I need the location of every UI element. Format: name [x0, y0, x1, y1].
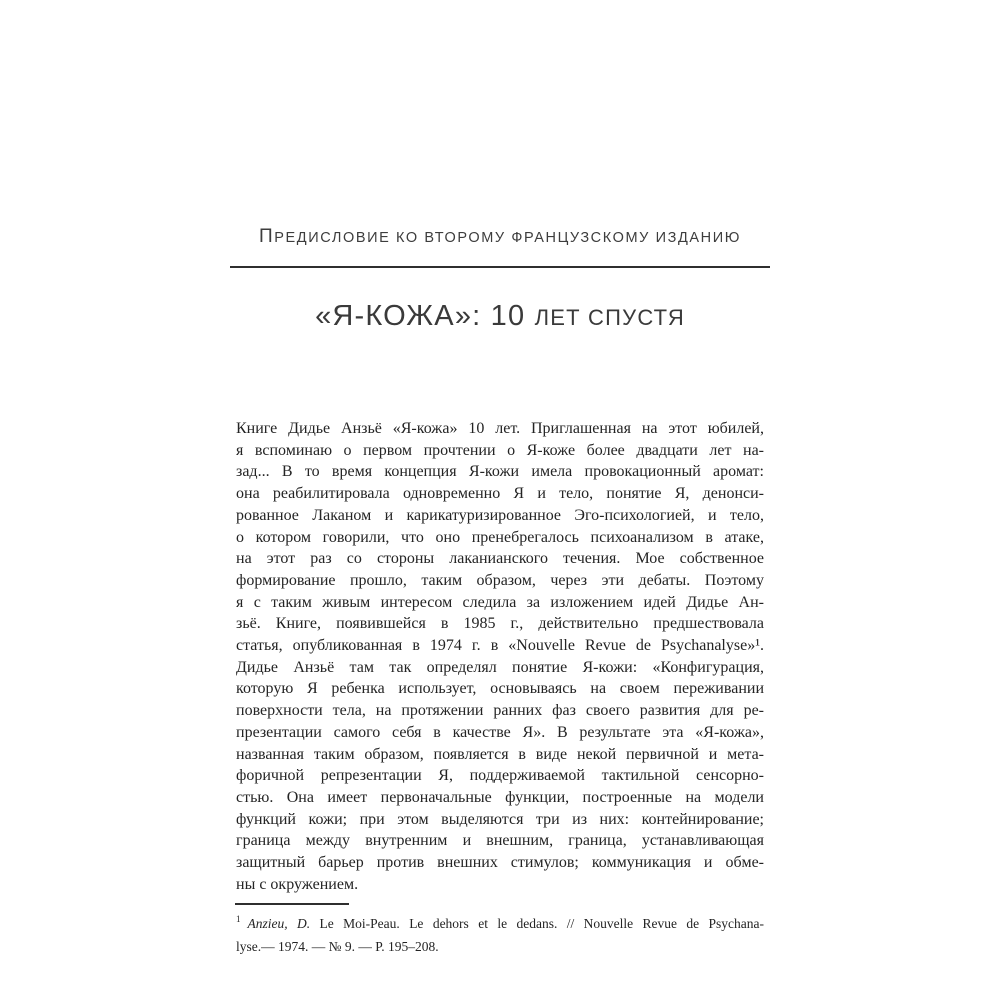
- footnote: [236, 908, 764, 958]
- footnote-line: [236, 908, 764, 936]
- chapter-title-main: «Я-КОЖА»: 10: [315, 300, 535, 332]
- body-line: Дидье Анзьё там так определял понятие Я-кожи: «Конфигурация,: [236, 658, 764, 676]
- body-line: она реабилитировала одновременно Я и тело, понятие Я, денонси-: [236, 485, 764, 503]
- chapter-title-sub: ЛЕТ СПУСТЯ: [534, 305, 685, 330]
- body-line: презентации самого себя в качестве Я». В результате эта «Я-кожа»,: [236, 723, 764, 741]
- body-line: рованное Лаканом и карикатуризированное Эго-психологией, и тело,: [236, 506, 764, 524]
- body-line: стью. Она имеет первоначальные функции, построенные на модели: [236, 788, 764, 806]
- body-line: граница между внутренним и внешним, граница, устанавливающая: [236, 832, 764, 850]
- body-line: о котором говорили, что оно пренебрегалось психоанализом в атаке,: [236, 528, 764, 546]
- body-line: названная таким образом, появляется в виде некой первичной и мета-: [236, 745, 764, 763]
- body-line: статья, опубликованная в 1974 г. в «Nouvelle Revue de Psychanalyse»¹.: [236, 637, 764, 655]
- body-line: зьё. Книге, появившейся в 1985 г., действительно предшествовала: [236, 615, 764, 633]
- body-line: я с таким живым интересом следила за изложением идей Дидье Ан-: [236, 593, 764, 611]
- running-header: [236, 226, 764, 248]
- body-paragraph: [236, 418, 764, 895]
- body-line: функций кожи; при этом выделяются три из них: контейнирование;: [236, 810, 764, 828]
- body-line: защитный барьер против внешних стимулов; коммуникация и обме-: [236, 854, 764, 872]
- body-line: формирование прошло, таким образом, через эти дебаты. Поэтому: [236, 571, 764, 589]
- running-header-text: РЕДИСЛОВИЕ КО ВТОРОМУ ФРАНЦУЗСКОМУ ИЗДАНИЮ: [274, 230, 741, 246]
- body-line: форичной репрезентации Я, поддерживаемой тактильной сенсорно-: [236, 767, 764, 785]
- body-line: на этот раз со стороны лаканианского течения. Мое собственное: [236, 550, 764, 568]
- body-line: поверхности тела, на протяжении ранних фаз своего развития для ре-: [236, 702, 764, 720]
- footnote-rule: [235, 903, 349, 905]
- footnote-text: Le Moi-Peau. Le dehors et le dedans. // Nouvelle Revue de Psychana-: [319, 916, 765, 931]
- footnote-author: Anzieu, D.: [247, 916, 311, 931]
- body-line: которую Я ребенка использует, основываясь на своем переживании: [236, 680, 764, 698]
- body-line: зад... В то время концепция Я-кожи имела провокационный аромат:: [236, 463, 764, 481]
- running-header-lead: П: [258, 226, 275, 247]
- header-rule: [230, 266, 770, 268]
- body-line: я вспоминаю о первом прочтении о Я-коже более двадцати лет на-: [236, 441, 764, 459]
- body-line: ны с окружением.: [236, 875, 359, 893]
- body-line: Книге Дидье Анзьё «Я-кожа» 10 лет. Приглашенная на этот юбилей,: [236, 420, 764, 437]
- footnote-line: lyse.— 1974. — № 9. — P. 195–208.: [236, 938, 439, 954]
- footnote-marker: 1: [236, 914, 241, 924]
- chapter-title: [236, 300, 764, 333]
